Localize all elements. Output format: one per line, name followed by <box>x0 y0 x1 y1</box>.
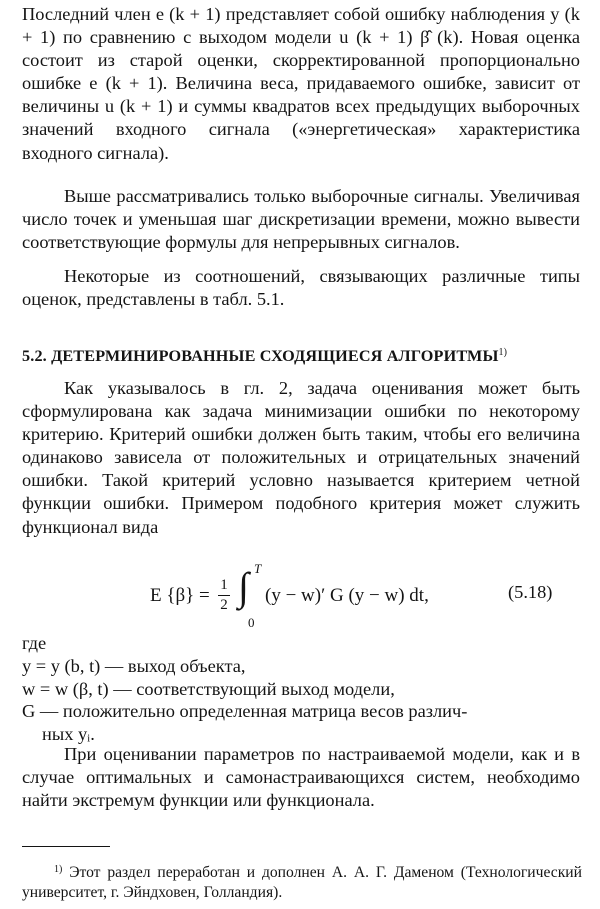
integral-upper-limit: T <box>254 561 262 576</box>
fraction-denominator: 2 <box>220 597 228 613</box>
definition-y: y = y (b, t) — выход объекта, <box>22 656 246 676</box>
footnote-number: 1) <box>54 864 63 875</box>
definition-g-continued: ных yᵢ. <box>42 723 95 744</box>
formula-5-18 <box>150 561 450 631</box>
paragraph-sampled-signals: Выше рассматривались только выборочные сигналы. Увеличивая число точек и уменьшая шаг дискретизации времени, можно вывести соответствующие формулы для непрерывных сигналов. <box>22 186 580 253</box>
footnote-marker: 1) <box>498 347 508 358</box>
section-heading: 5.2. ДЕТЕРМИНИРОВАННЫЕ СХОДЯЩИЕСЯ АЛГОРИТМЫ$^{1)}$ <box>22 347 508 365</box>
paragraph-table-reference: Некоторые из соотношений, связывающих различные типы оценок, представлены в табл. 5.1. <box>22 266 580 310</box>
equation-number: (5.18) <box>508 582 553 602</box>
integral-sign: ∫ <box>238 564 249 609</box>
footnote-text: Этот раздел переработан и дополнен А. А. Г. Даменом (Технологический университет, г. Эйндховен, Голландия). <box>22 864 582 901</box>
definitions-list <box>22 655 580 745</box>
fraction-bar <box>218 595 230 596</box>
formula-lhs: E {β} = <box>150 585 210 606</box>
paragraph-criterion: Как указывалось в гл. 2, задача оценивания может быть сформулирована как задача минимизации ошибки по некоторому критерию. Критерий ошибки должен быть таким, чтобы его величина одинаково зависела от положительных и отрицательных значений ошибки. Такой критерий условно называется критерием четной функции ошибки. Примером подобного критерия может служить функционал вида <box>22 378 580 537</box>
fraction-numerator: 1 <box>220 577 228 593</box>
paragraph-error-term: Последний член e (k + 1) представляет собой ошибку наблюдения y (k + 1) по сравнению с выходом модели u (k + 1) β̂ (k). Новая оценка состоит из старой оценки, скорректированной пропорционально ошибке e (k + 1). Величина веса, придаваемого ошибке, зависит от величины u (k + 1) и суммы квадратов всех предыдущих выборочных значений входного сигнала («энергетическая» характеристика входного сигнала). <box>22 4 580 163</box>
footnote-divider <box>22 846 110 847</box>
integral-lower-limit: 0 <box>248 615 255 630</box>
definition-w: w = w (β, t) — соответствующий выход модели, <box>22 678 395 699</box>
formula-fraction <box>218 578 230 613</box>
paragraph-extremum: При оценивании параметров по настраиваемой модели, как и в случае оптимальных и самонастраивающихся систем, необходимо найти экстремум функции или функционала. <box>22 744 580 811</box>
formula-integrand: (y − w)′ G (y − w) dt, <box>265 585 429 606</box>
definitions-intro: где <box>22 633 47 653</box>
footnote <box>22 860 582 902</box>
definition-g: G — положительно определенная матрица весов различ- <box>22 701 468 721</box>
